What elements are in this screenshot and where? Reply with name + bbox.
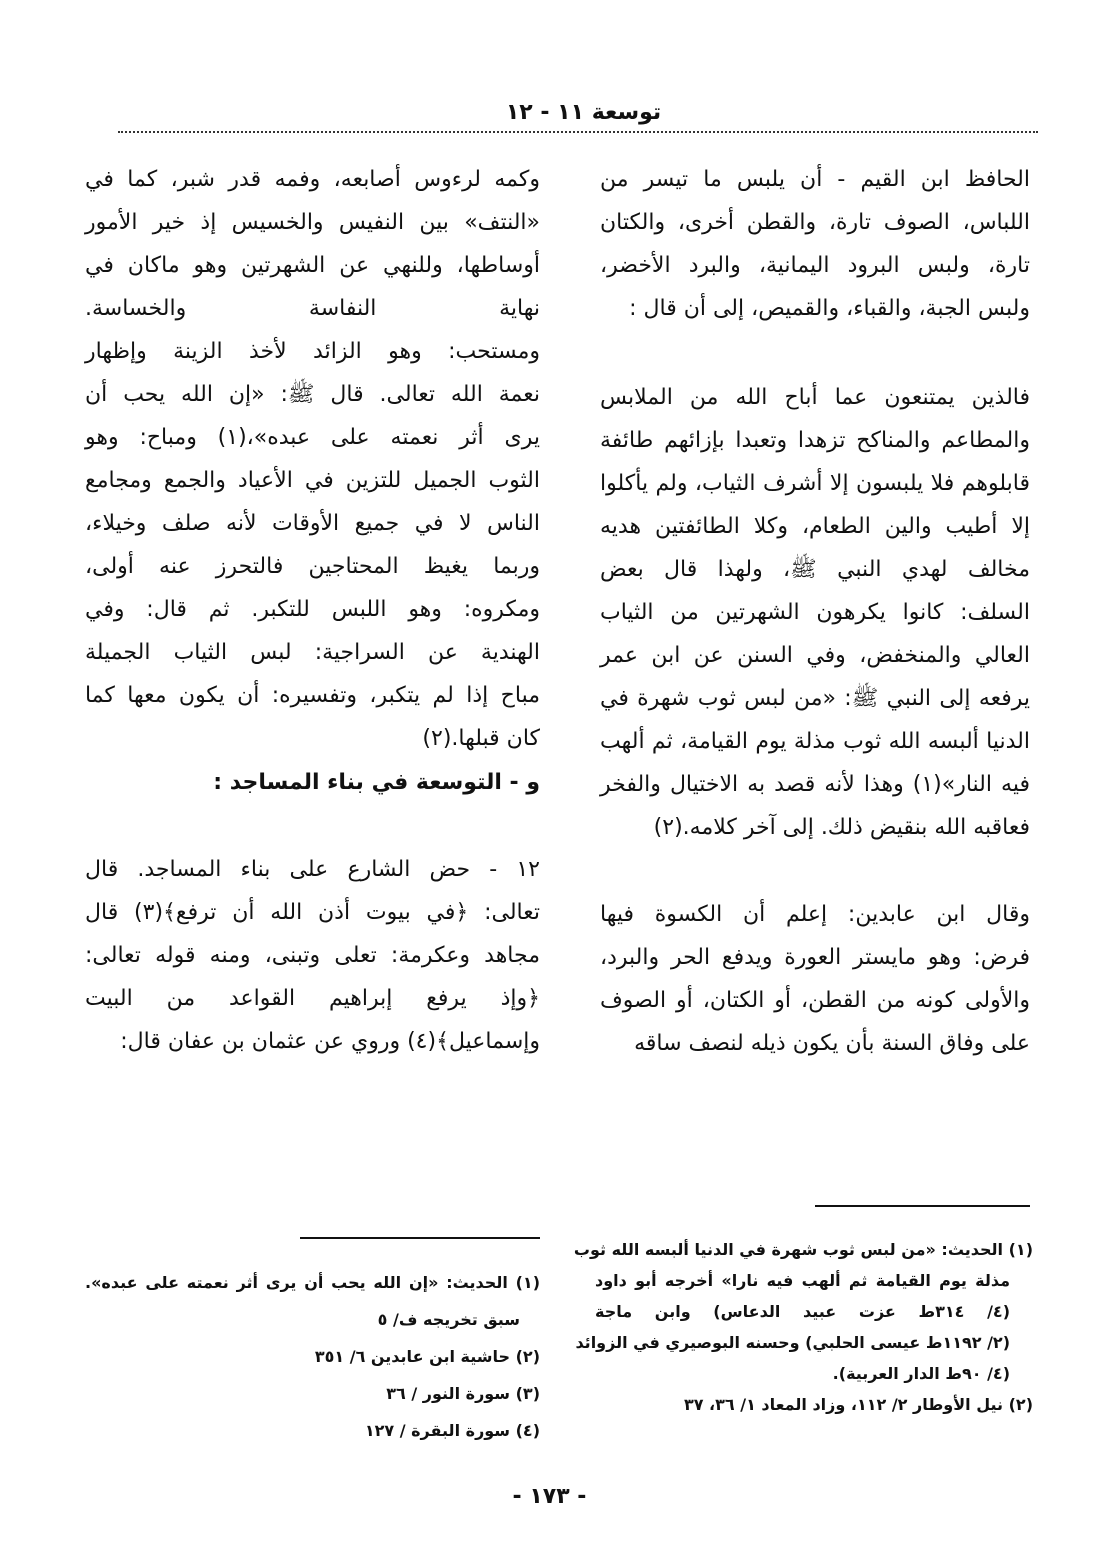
text-line: ولبس الجبة، والقباء، والقميص، إلى أن قال : xyxy=(629,296,1030,321)
footnote-line: (٤/ ٩٠ط الدار العربية). xyxy=(832,1364,1010,1383)
text-line: وربما يغيظ المحتاجين فالتحرز عنه أولى، xyxy=(85,554,540,579)
footnote-line: (٣) سورة النور / ٣٦ xyxy=(386,1384,540,1403)
text-line: مخالف لهدي النبي ﷺ، ولهذا قال بعض xyxy=(600,557,1030,582)
footnote-line: (٢/ ١١٩٢ط عيسى الحلبي) وحسنه البوصيري في الزوائد xyxy=(575,1333,1010,1352)
text-line: فعاقبه الله بنقيض ذلك. إلى آخر كلامه.(٢) xyxy=(653,815,1030,840)
text-line: ١٢ - حض الشارع على بناء المساجد. قال xyxy=(85,857,540,882)
text-line: يرى أثر نعمته على عبده»،(١) ومباح: وهو xyxy=(85,425,540,450)
text-line: فالذين يمتنعون عما أباح الله من الملابس xyxy=(600,385,1030,410)
text-line: اللباس، الصوف تارة، والقطن أخرى، والكتان xyxy=(600,210,1030,235)
footnote-line: سبق تخريجه ف/ ٥ xyxy=(377,1310,520,1329)
text-line: الثوب الجميل للتزين في الأعياد والجمع ومجامع xyxy=(85,468,540,493)
text-line: وإسماعيل﴾(٤) وروي عن عثمان بن عفان قال: xyxy=(120,1029,540,1054)
text-line: ﴿وإذ يرفع إبراهيم القواعد من البيت xyxy=(85,986,540,1011)
footnote-line: (٢) حاشية ابن عابدين ٦/ ٣٥١ xyxy=(314,1347,540,1366)
text-line: مجاهد وعكرمة: تعلى وتبنى، ومنه قوله تعالى: xyxy=(85,943,540,968)
text-line: ومكروه: وهو اللبس للتكبر. ثم قال: وفي xyxy=(85,597,540,622)
text-line: السلف: كانوا يكرهون الشهرتين من الثياب xyxy=(600,600,1030,625)
footnote-line: (٤/ ٣١٤ط عزت عبيد الدعاس) وابن ماجة xyxy=(595,1302,1010,1321)
text-line: تعالى: ﴿في بيوت أذن الله أن ترفع﴾(٣) قال xyxy=(85,900,541,925)
text-line: نعمة الله تعالى. قال ﷺ: «إن الله يحب أن xyxy=(85,382,540,407)
text-line: أوساطها، وللنهي عن الشهرتين وهو ماكان في xyxy=(85,253,540,278)
footnote-line: (١) الحديث: «إن الله يحب أن يرى أثر نعمته على عبده». xyxy=(85,1273,540,1292)
text-line: «النتف» بين النفيس والخسيس إذ خير الأمور xyxy=(85,210,540,235)
footnote-line: (٤) سورة البقرة / ١٢٧ xyxy=(364,1421,540,1440)
text-line: وكمه لرءوس أصابعه، وفمه قدر شبر، كما في xyxy=(85,167,540,192)
page-number-text: - ١٧٣ - xyxy=(512,1484,587,1509)
footnote-line: (١) الحديث: «من لبس ثوب شهرة في الدنيا ألبسه الله ثوب xyxy=(573,1240,1033,1259)
text-line: على وفاق السنة بأن يكون ذيله لنصف ساقه xyxy=(634,1031,1030,1056)
text-line: مباح إذا لم يتكبر، وتفسيره: أن يكون معها كما xyxy=(85,683,540,708)
text-line: يرفعه إلى النبي ﷺ: «من لبس ثوب شهرة في xyxy=(600,686,1030,711)
running-header xyxy=(0,100,1107,125)
header-dotted-rule xyxy=(118,131,1038,133)
footnote-line: (٢) نيل الأوطار ٢/ ١١٢، وزاد المعاد ١/ ٣٦، ٣٧ xyxy=(683,1395,1033,1414)
text-line: العالي والمنخفض، وفي السنن عن ابن عمر xyxy=(600,643,1030,668)
text-line: وقال ابن عابدين: إعلم أن الكسوة فيها xyxy=(600,902,1030,927)
page-number xyxy=(0,1484,1107,1509)
running-title: توسعة ١١ - ١٢ xyxy=(505,100,662,125)
text-line: الناس لا في جميع الأوقات لأنه صلف وخيلاء، xyxy=(85,511,540,536)
text-line: كان قبلها.(٢) xyxy=(422,726,540,751)
text-line: الحافظ ابن القيم - أن يلبس ما تيسر من xyxy=(600,167,1030,192)
footnote-rule-left xyxy=(300,1237,540,1239)
text-line: فرض: وهو مايستر العورة ويدفع الحر والبرد، xyxy=(600,945,1030,970)
text-line: والمطاعم والمناكح تزهدا وتعبدا بإزائهم طائفة xyxy=(600,428,1030,453)
text-line: نهاية النفاسة والخساسة. xyxy=(85,296,540,321)
footnote-rule-right xyxy=(815,1205,1030,1207)
text-line: الدنيا ألبسه الله ثوب مذلة يوم القيامة، ثم ألهب xyxy=(600,729,1030,754)
text-line: الهندية عن السراجية: لبس الثياب الجميلة xyxy=(85,640,540,665)
text-line: إلا أطيب والين الطعام، وكلا الطائفتين هديه xyxy=(600,514,1030,539)
text-line: تارة، ولبس البرود اليمانية، والبرد الأخضر، xyxy=(600,253,1030,278)
text-line: قابلوهم فلا يلبسون إلا أشرف الثياب، ولم يأكلوا xyxy=(600,471,1030,496)
text-line: فيه النار»(١) وهذا لأنه قصد به الاختيال والفخر xyxy=(600,772,1030,797)
text-line: ومستحب: وهو الزائد لأخذ الزينة وإظهار xyxy=(85,339,540,364)
text-line: والأولى كونه من القطن، أو الكتان، أو الصوف xyxy=(600,988,1030,1013)
footnote-line: مذلة يوم القيامة ثم ألهب فيه نارا» أخرجه أبو داود xyxy=(595,1271,1010,1290)
section-heading: و - التوسعة في بناء المساجد : xyxy=(213,770,540,795)
